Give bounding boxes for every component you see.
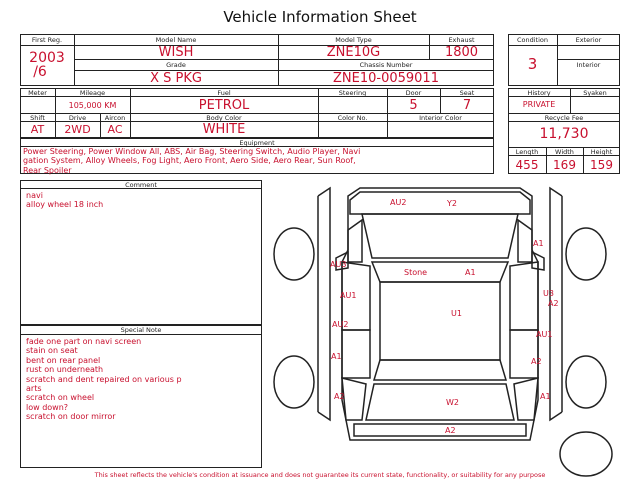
height-value: 159 <box>590 158 613 172</box>
damage-mark: AU2 <box>390 198 407 207</box>
interior-color-label: Interior Color <box>419 114 462 122</box>
mileage-label: Mileage <box>79 89 106 97</box>
special-note-line: rust on underneath <box>26 365 104 375</box>
condition-value: 3 <box>527 55 538 73</box>
damage-mark: A2 <box>531 357 542 366</box>
seat-value: 7 <box>462 98 472 113</box>
damage-mark: AU2 <box>332 320 349 329</box>
aircon-value: AC <box>107 123 123 136</box>
equipment-line: gation System, Alloy Wheels, Fog Light, Aero Front, Aero Side, Aero Rear, Sun Roof, <box>23 156 356 166</box>
fuel-value: PETROL <box>198 98 250 113</box>
fuel-label: Fuel <box>217 89 231 97</box>
drive-label: Drive <box>68 114 87 122</box>
right-front-door <box>510 262 538 330</box>
special-note-label: Special Note <box>120 326 162 334</box>
damage-mark: U3 <box>543 289 554 298</box>
damage-mark: U1 <box>451 309 462 318</box>
exhaust-value: 1800 <box>444 45 479 60</box>
length-value: 455 <box>515 158 539 172</box>
door-value: 5 <box>409 98 418 113</box>
damage-mark: W2 <box>446 398 459 407</box>
special-note-line: stain on seat <box>26 346 78 356</box>
damage-mark: Stone <box>404 268 428 277</box>
meter-label: Meter <box>28 89 47 97</box>
rear-window <box>374 360 506 380</box>
syaken-label: Syaken <box>583 89 607 97</box>
body-color-value: WHITE <box>202 122 246 137</box>
trunk <box>366 384 514 420</box>
right-rear-door <box>510 330 538 378</box>
first-reg-month: /6 <box>33 64 47 80</box>
comment-line: alloy wheel 18 inch <box>26 200 104 210</box>
damage-mark: A1 <box>533 239 544 248</box>
body-color-label: Body Color <box>206 114 242 122</box>
left-rear-door <box>342 330 370 378</box>
width-label: Width <box>555 148 574 156</box>
model-type-label: Model Type <box>335 36 372 44</box>
comment-label: Comment <box>125 181 157 189</box>
door-label: Door <box>405 89 422 97</box>
model-name-label: Model Name <box>155 36 197 44</box>
mileage-value: 105,000 KM <box>68 101 117 110</box>
damage-mark: AU3 <box>330 260 347 269</box>
history-value: PRIVATE <box>522 100 556 109</box>
recycle-fee-value: 11,730 <box>539 126 589 142</box>
windshield <box>372 262 508 282</box>
special-note-line: scratch and dent repaired on various p <box>26 374 182 384</box>
damage-mark: A1 <box>540 392 551 401</box>
equipment-label: Equipment <box>239 139 275 147</box>
damage-mark: A2 <box>334 392 345 401</box>
damage-mark: A2 <box>445 426 456 435</box>
seat-label: Seat <box>459 89 475 97</box>
condition-label: Condition <box>516 36 549 44</box>
first-reg-year: 2003 <box>29 50 65 66</box>
aircon-label: Aircon <box>104 114 126 122</box>
left-fender <box>348 220 362 262</box>
width-value: 169 <box>553 158 576 172</box>
right-quarter <box>514 378 538 420</box>
damage-mark: A1 <box>331 352 342 361</box>
grade-value: X S PKG <box>150 71 202 86</box>
drive-value: 2WD <box>64 123 91 136</box>
front-right-wheel <box>566 228 606 280</box>
height-label: Height <box>590 148 613 156</box>
length-label: Length <box>515 148 539 156</box>
damage-mark: AU1 <box>536 330 553 339</box>
first-reg-label: First Reg. <box>31 36 63 44</box>
rear-right-wheel <box>566 356 606 408</box>
comment-line: navi <box>26 191 43 200</box>
rear-bumper <box>354 424 526 436</box>
front-left-wheel <box>274 228 314 280</box>
equipment-line: Power Steering, Power Window All, ABS, Air Bag, Steering Switch, Audio Player, Navi <box>23 147 361 156</box>
history-label: History <box>527 89 551 97</box>
damage-mark: A2 <box>548 299 559 308</box>
special-note-line: scratch on door mirror <box>26 412 116 422</box>
damage-mark: A1 <box>465 268 476 277</box>
damage-mark: AU1 <box>340 291 357 300</box>
special-note-line: scratch on wheel <box>26 393 95 403</box>
color-no-label: Color No. <box>337 114 368 122</box>
special-note-line: arts <box>26 384 42 394</box>
hood <box>362 214 518 258</box>
chassis-number-value: ZNE10-0059011 <box>333 71 439 86</box>
model-type-value: ZNE10G <box>326 45 381 60</box>
grade-label: Grade <box>166 61 186 69</box>
chassis-number-label: Chassis Number <box>359 61 413 69</box>
exterior-label: Exterior <box>575 36 602 44</box>
recycle-fee-label: Recycle Fee <box>544 114 584 122</box>
left-quarter <box>342 378 366 420</box>
exhaust-label: Exhaust <box>448 36 475 44</box>
shift-label: Shift <box>30 114 45 122</box>
steering-label: Steering <box>338 89 367 97</box>
right-fender <box>518 220 532 262</box>
special-note-line: fade one part on navi screen <box>26 337 142 346</box>
spare-wheel <box>560 432 612 476</box>
disclaimer: This sheet reflects the vehicle's condition at issuance and does not guarantee its current state, functionality, or suitability for any purpose <box>94 471 546 479</box>
left-side-profile <box>318 188 330 420</box>
damage-mark: Y2 <box>447 199 457 208</box>
car-outline <box>342 188 538 440</box>
interior-label: Interior <box>576 61 601 69</box>
equipment-line: Rear Spoiler <box>23 165 72 175</box>
model-name-value: WISH <box>158 45 194 60</box>
shift-value: AT <box>30 123 45 136</box>
roof <box>380 282 500 360</box>
sheet-title: Vehicle Information Sheet <box>223 8 417 26</box>
special-note-line: bent on rear panel <box>26 355 101 365</box>
front-bumper <box>350 192 530 214</box>
rear-left-wheel <box>274 356 314 408</box>
special-note-line: low down? <box>26 402 69 412</box>
